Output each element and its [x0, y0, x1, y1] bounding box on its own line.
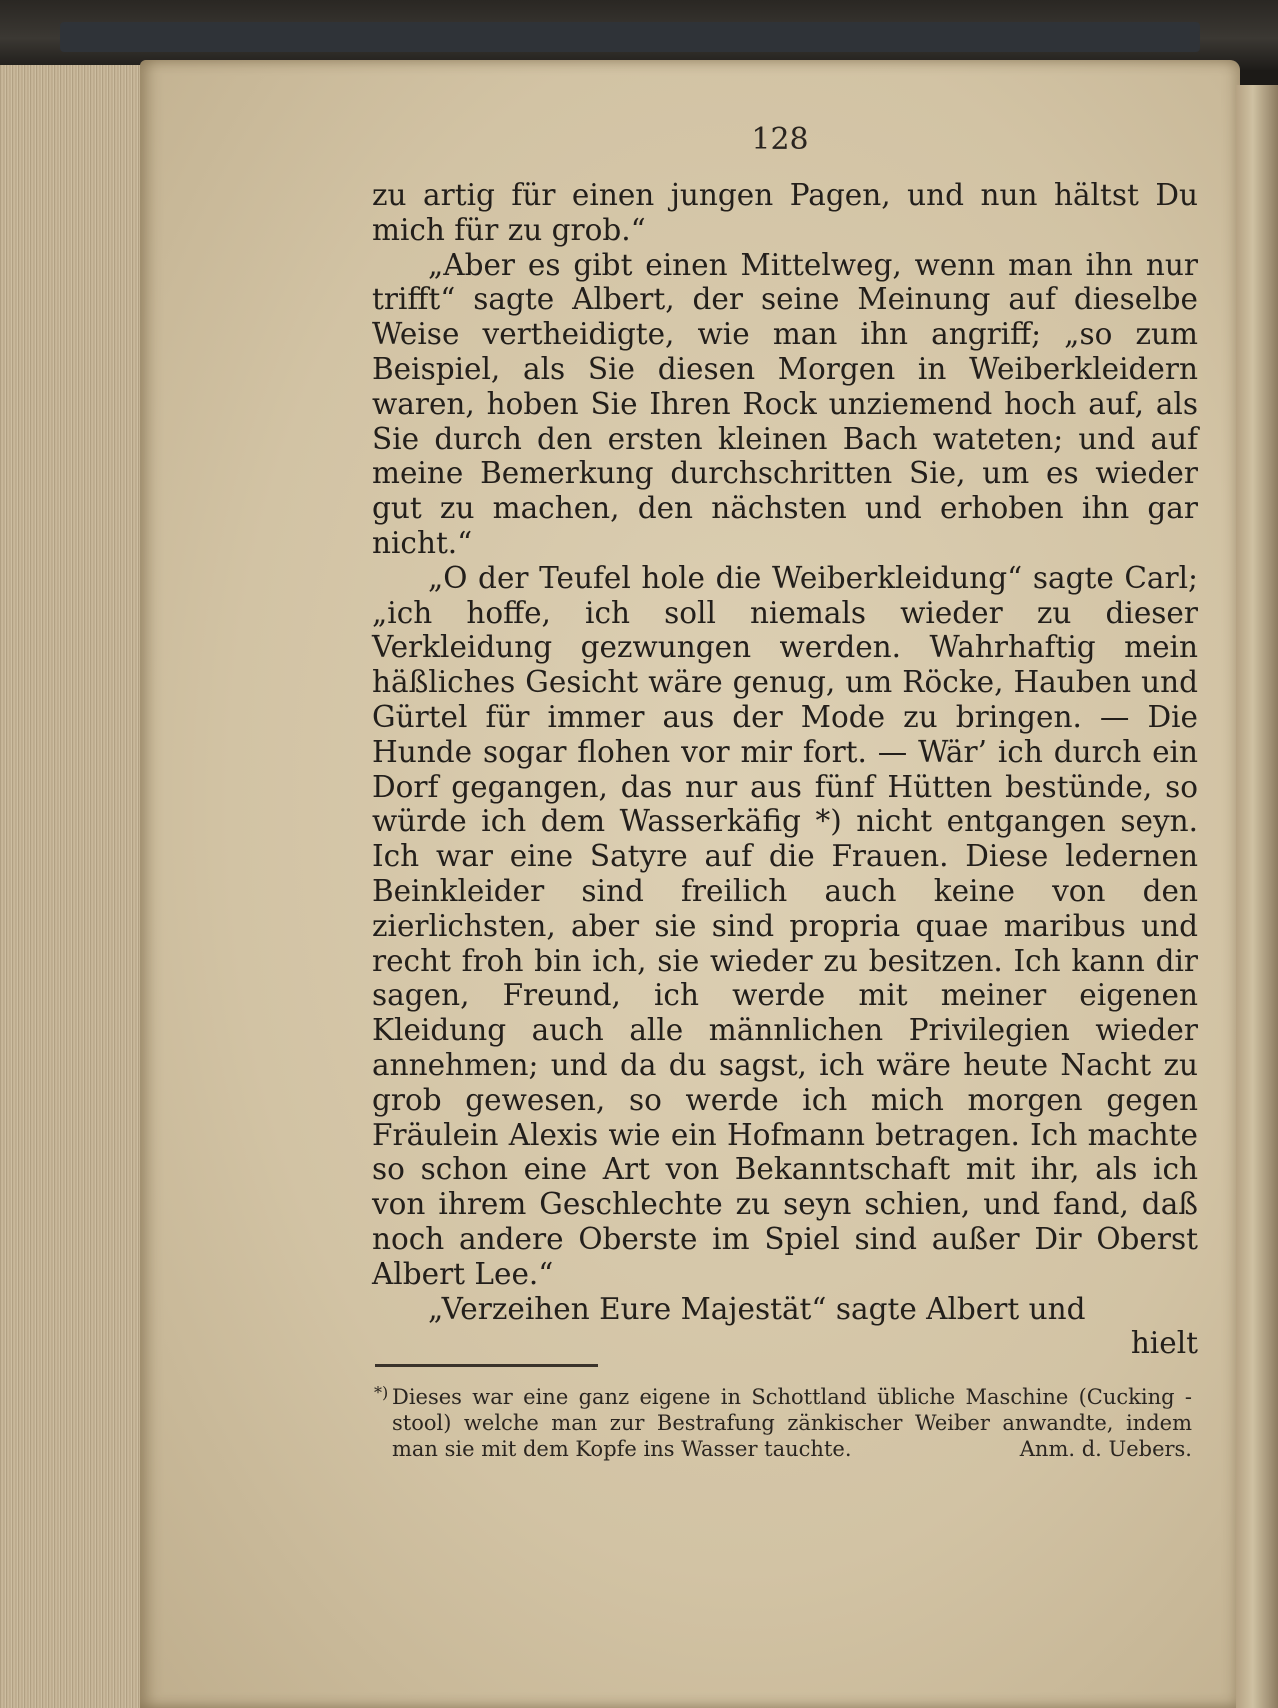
footnote: [374, 1383, 1192, 1462]
cover-band: [60, 22, 1200, 52]
footnote-marker: *): [374, 1383, 389, 1402]
footnote-rule: [375, 1364, 598, 1367]
page-edges-left: [0, 65, 150, 1708]
paragraph: zu artig für einen jungen Pagen, und nun hältst Du mich für zu grob.“: [372, 178, 1198, 247]
main-text: [372, 178, 1198, 1361]
page-edges-right: [1236, 85, 1278, 1708]
catchword: hielt: [1130, 1326, 1198, 1361]
paragraph: „Verzeihen Eure Majestät“ sagte Albert und: [428, 1291, 1086, 1326]
paragraph: „Aber es gibt einen Mittelweg, wenn man ihn nur trifft“ sagte Albert, der seine Meinung auf dieselbe Weise vertheidigte, wie man ihn angriff; „so zum Beispiel, als Sie diesen Morgen in Weiberkleidern waren, hoben Sie Ihren Rock unziemend hoch auf, als Sie durch den ersten kleinen Bach wateten; und auf meine Bemerkung durchschritten Sie, um es wieder gut zu machen, den nächsten und erhoben ihn gar nicht.“: [372, 247, 1198, 560]
paragraph: „O der Teufel hole die Weiberkleidung“ sagte Carl; „ich hoffe, ich soll niemals wieder zu dieser Verkleidung gezwungen werden. Wahrhaftig mein häßliches Gesicht wäre genug, um Röcke, Hauben und Gürtel für immer aus der Mode zu bringen. — Die Hunde sogar flohen vor mir fort. — Wär’ ich durch ein Dorf gegangen, das nur aus fünf Hütten bestünde, so würde ich dem Wasserkäfig *) nicht entgangen seyn. Ich war eine Satyre auf die Frauen. Diese ledernen Beinkleider sind freilich auch keine von den zierlichsten, aber sie sind propria quae maribus und recht froh bin ich, sie wieder zu besitzen. Ich kann dir sagen, Freund, ich werde mit meiner eigenen Kleidung auch alle männlichen Privilegien wieder annehmen; und da du sagst, ich wäre heute Nacht zu grob gewesen, so werde ich mich morgen gegen Fräulein Alexis wie ein Hofmann betragen. Ich machte so schon eine Art von Bekanntschaft mit ihr, als ich von ihrem Geschlechte zu seyn schien, und fand, daß noch andere Oberste im Spiel sind außer Dir Oberst Albert Lee.“: [372, 560, 1198, 1291]
footnote-attribution: Anm. d. Uebers.: [1019, 1437, 1192, 1461]
footnote-text: Dieses war eine ganz eigene in Schottland übliche Maschine (Cucking - stool) welche man zur Bestrafung zänkischer Weiber anwandte, indem man sie mit dem Kopfe ins Wasser tauchte.: [392, 1385, 1192, 1461]
page-number: 128: [751, 122, 809, 157]
